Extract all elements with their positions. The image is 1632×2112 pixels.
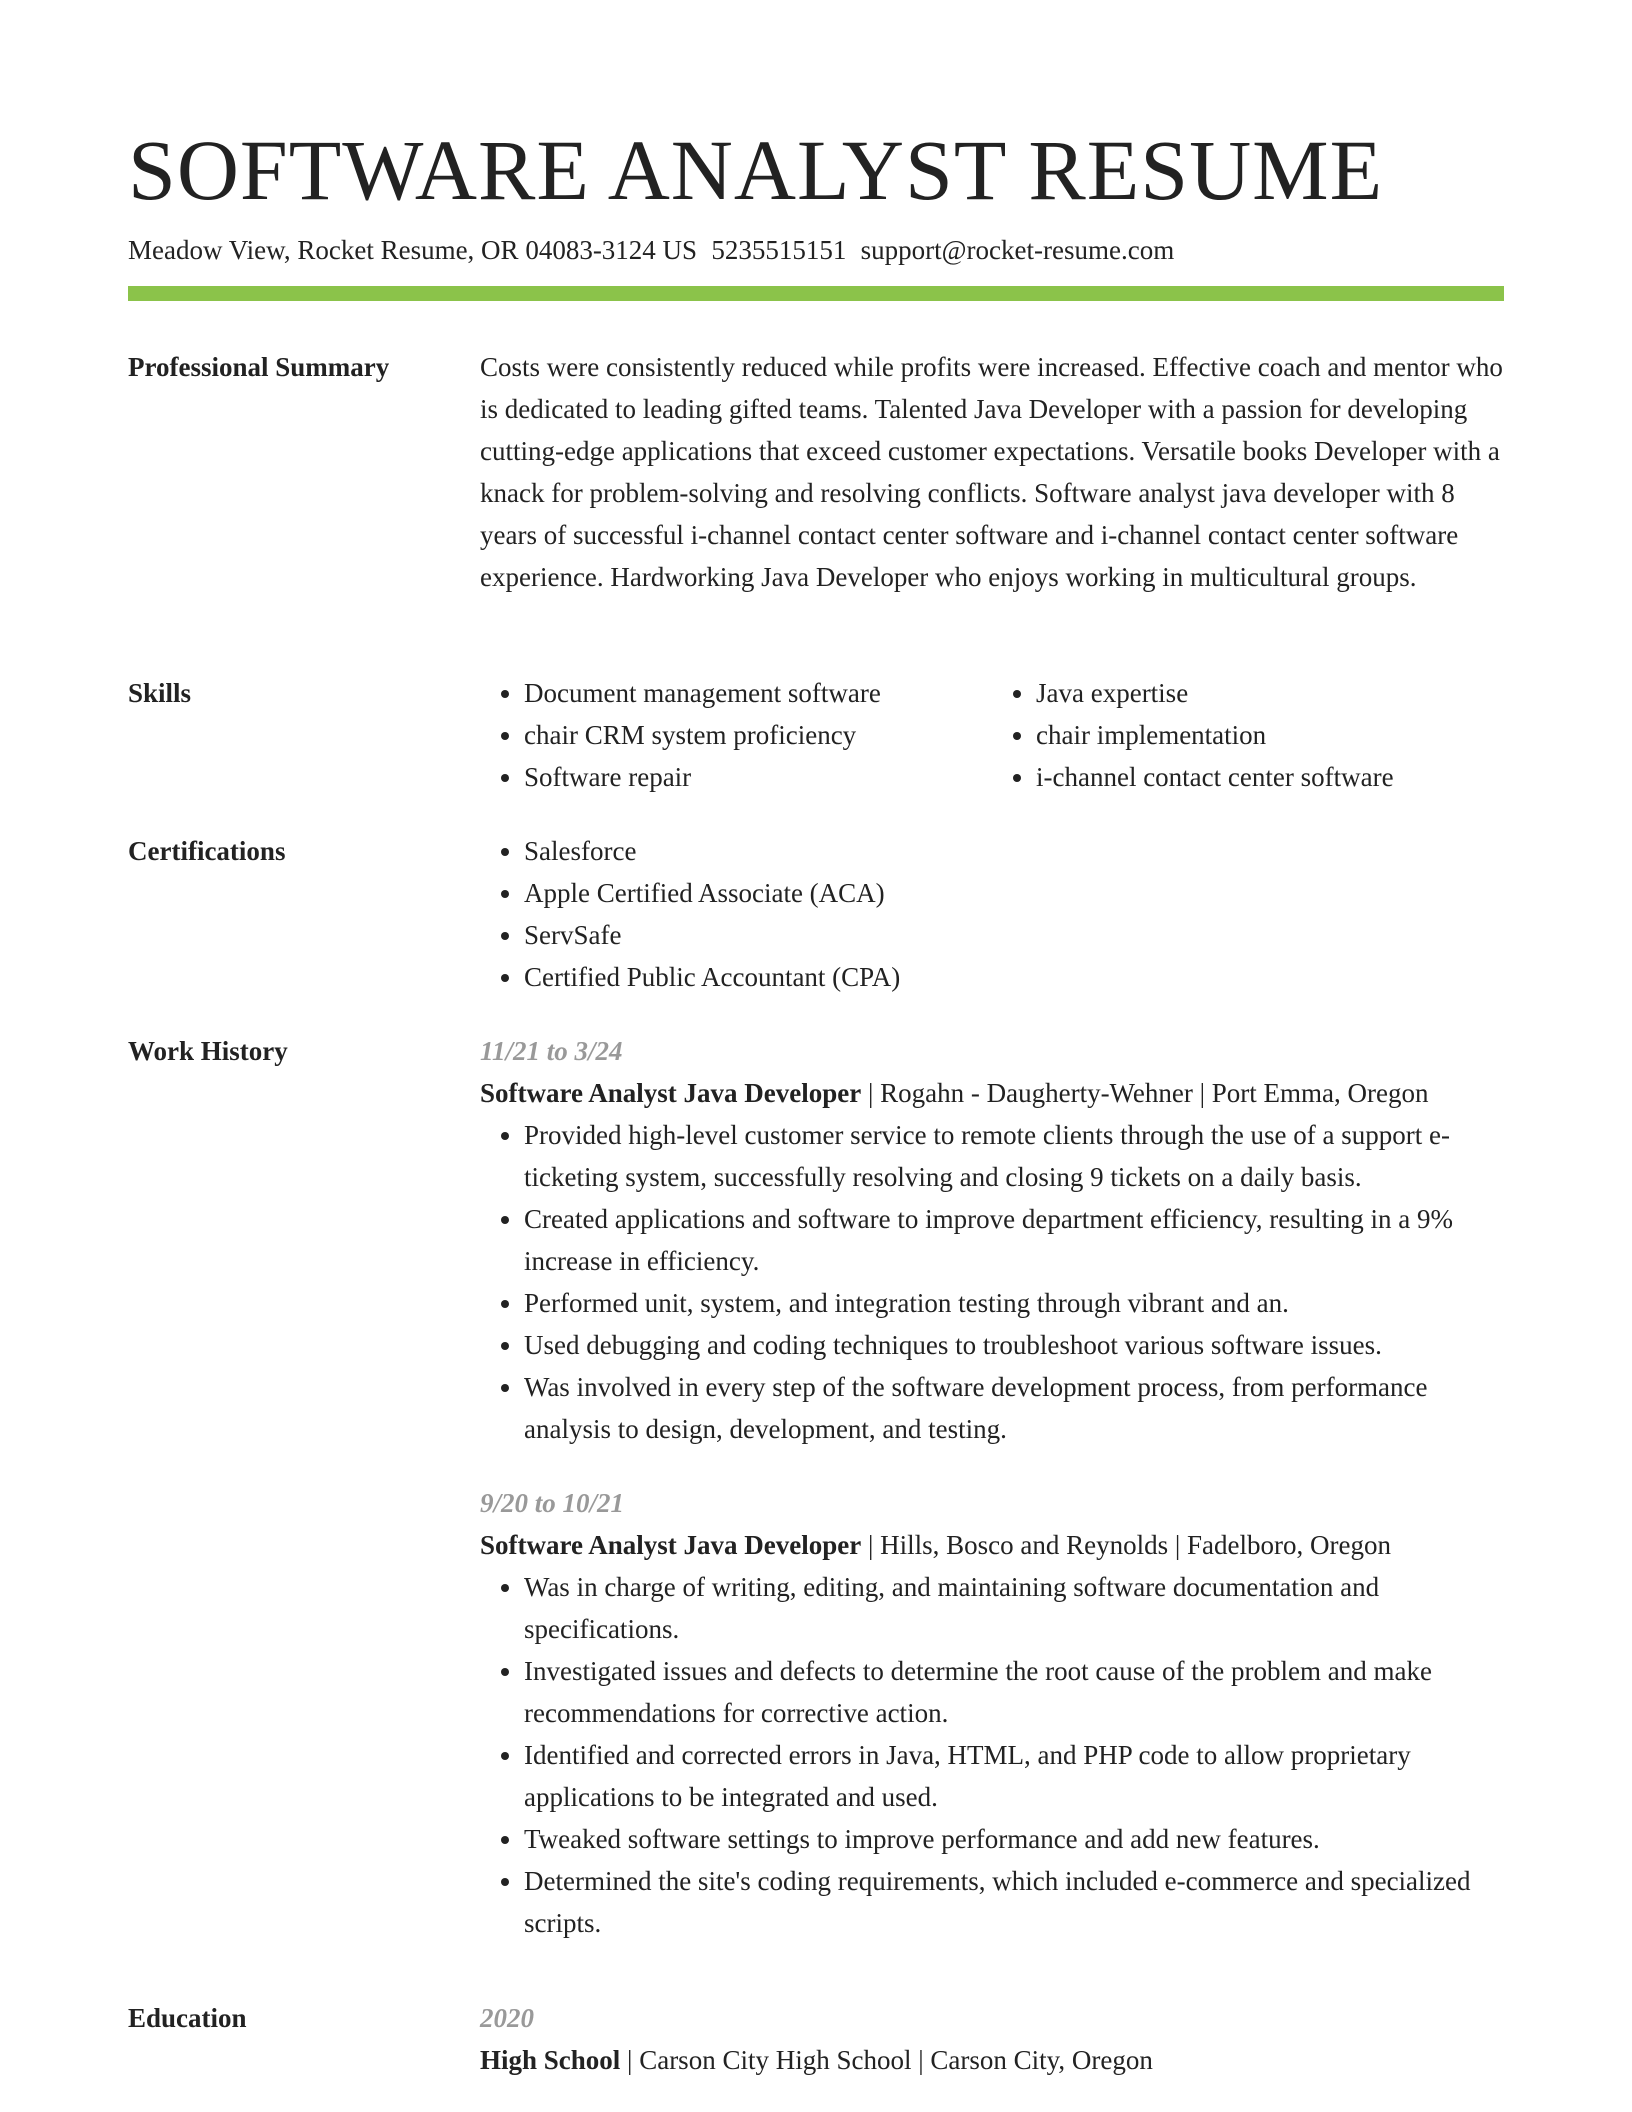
summary-heading: Professional Summary <box>128 352 390 382</box>
job-dates: 9/20 to 10/21 <box>480 1488 625 1518</box>
certifications-list <box>480 830 1504 998</box>
list-item: • i-channel contact center software <box>1036 756 1504 798</box>
list-item: • Salesforce <box>524 830 1504 872</box>
education-degree: High School <box>480 2045 621 2075</box>
job-entry <box>480 1482 1504 1944</box>
list-item: • Provided high-level customer service to remote clients through the use of a support e-ticketing system, successfully resolving and closing 9 tickets on a daily basis. <box>524 1114 1504 1198</box>
list-item: • Document management software <box>524 672 992 714</box>
skills-body <box>480 672 1504 798</box>
contact-email[interactable]: support@rocket-resume.com <box>860 235 1175 265</box>
contact-line <box>128 230 1174 270</box>
work-history-heading: Work History <box>128 1036 288 1066</box>
summary-text: Costs were consistently reduced while profits were increased. Effective coach and mentor who is dedicated to leading gifted teams. Talented Java Developer with a passion for developing cutting-edge applications that exceed customer expectations. Versatile books Developer with a knack for problem-solving and resolving conflicts. Software analyst java developer with 8 years of successful i-channel contact center software and i-channel contact center software experience. Hardworking Java Developer who enjoys working in multicultural groups. <box>480 352 1503 592</box>
list-item: • Software repair <box>524 756 992 798</box>
job-title-line <box>480 1524 1504 1566</box>
job-details: | Rogahn - Daugherty-Wehner | Port Emma, Oregon <box>861 1078 1429 1108</box>
certifications-heading: Certifications <box>128 836 286 866</box>
list-item: • Java expertise <box>1036 672 1504 714</box>
job-title-line <box>480 1072 1504 1114</box>
skills-heading: Skills <box>128 678 192 708</box>
list-item: • Created applications and software to improve department efficiency, resulting in a 9% increase in efficiency. <box>524 1198 1504 1282</box>
list-item: • chair CRM system proficiency <box>524 714 992 756</box>
job-title: Software Analyst Java Developer <box>480 1530 862 1560</box>
list-item: • Determined the site's coding requirements, which included e-commerce and specialized scripts. <box>524 1860 1504 1944</box>
job-title: Software Analyst Java Developer <box>480 1078 862 1108</box>
list-item: • Apple Certified Associate (ACA) <box>524 872 1504 914</box>
job-bullets <box>480 1566 1504 1944</box>
list-item: • Identified and corrected errors in Java, HTML, and PHP code to allow proprietary applications to be integrated and used. <box>524 1734 1504 1818</box>
work-history-body <box>480 1030 1504 1944</box>
job-dates: 11/21 to 3/24 <box>480 1036 623 1066</box>
list-item: • Was involved in every step of the software development process, from performance analysis to design, development, and testing. <box>524 1366 1504 1450</box>
list-item: • chair implementation <box>1036 714 1504 756</box>
skills-list-left <box>480 672 992 798</box>
list-item: • Investigated issues and defects to determine the root cause of the problem and make recommendations for corrective action. <box>524 1650 1504 1734</box>
resume-title: SOFTWARE ANALYST RESUME <box>128 122 1384 218</box>
accent-divider <box>128 286 1504 301</box>
list-item: • Was in charge of writing, editing, and maintaining software documentation and specifications. <box>524 1566 1504 1650</box>
certifications-body <box>480 830 1504 998</box>
education-heading: Education <box>128 2003 247 2033</box>
contact-address: Meadow View, Rocket Resume, OR 04083-3124 US <box>128 235 698 265</box>
education-body <box>480 1997 1504 2081</box>
list-item: • Certified Public Accountant (CPA) <box>524 956 1504 998</box>
contact-phone: 5235515151 <box>711 235 847 265</box>
skills-list-right <box>992 672 1504 798</box>
education-year: 2020 <box>480 2003 534 2033</box>
education-details: | Carson City High School | Carson City, Oregon <box>620 2045 1153 2075</box>
job-entry <box>480 1030 1504 1450</box>
list-item: • ServSafe <box>524 914 1504 956</box>
list-item: • Performed unit, system, and integration testing through vibrant and an. <box>524 1282 1504 1324</box>
job-bullets <box>480 1114 1504 1450</box>
job-details: | Hills, Bosco and Reynolds | Fadelboro, Oregon <box>861 1530 1391 1560</box>
list-item: • Used debugging and coding techniques to troubleshoot various software issues. <box>524 1324 1504 1366</box>
summary-body <box>480 346 1504 598</box>
list-item: • Tweaked software settings to improve performance and add new features. <box>524 1818 1504 1860</box>
education-line <box>480 2039 1504 2081</box>
